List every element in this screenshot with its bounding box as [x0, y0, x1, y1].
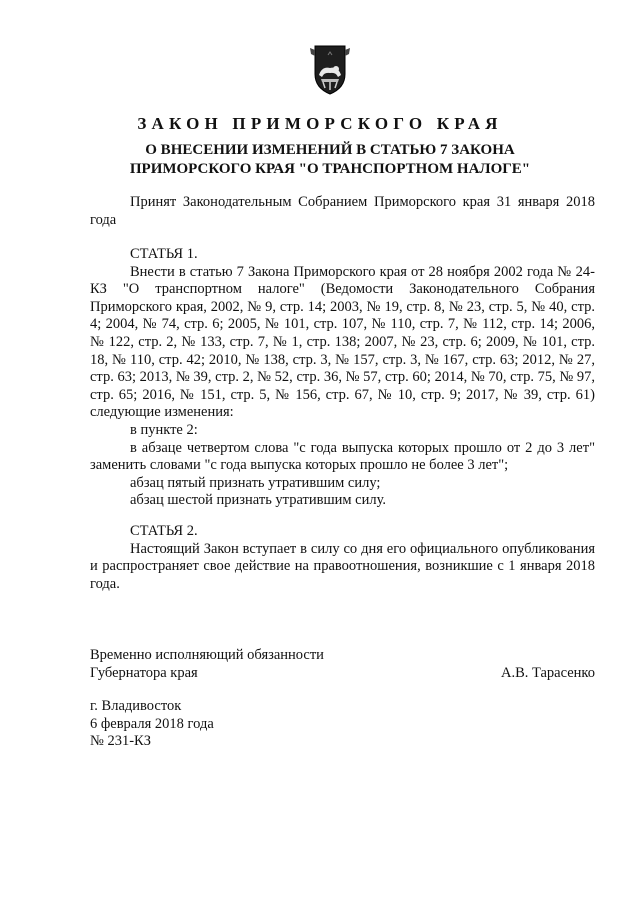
signature-block [90, 647, 595, 682]
article-1-change: в абзаце четвертом слова "с года выпуска которых прошло от 2 до 3 лет" заменить словами "с года выпуска которых прошло не более 3 лет"; [90, 439, 595, 474]
subtitle-line: ПРИМОРСКОГО КРАЯ "О ТРАНСПОРТНОМ НАЛОГЕ" [129, 161, 531, 177]
subtitle-line: О ВНЕСЕНИИ ИЗМЕНЕНИЙ В СТАТЬЮ 7 ЗАКОНА [145, 142, 515, 158]
article-2-text: Настоящий Закон вступает в силу со дня его официального опубликования и распространяет свое действие на правоотношения, возникшие с 1 января 2018 года. [90, 540, 595, 592]
article-2-heading: СТАТЬЯ 2. [130, 523, 198, 539]
article-2 [90, 523, 595, 593]
law-number: № 231-КЗ [90, 733, 151, 750]
article-1-change: абзац шестой признать утратившим силу. [130, 492, 387, 509]
city: г. Владивосток [90, 698, 182, 714]
signature-line [90, 665, 595, 683]
signatory-name: А.В. Тарасенко [500, 664, 595, 681]
article-1-heading: СТАТЬЯ 1. [130, 246, 198, 262]
article-1-change: абзац пятый признать утратившим силу; [130, 474, 381, 491]
law-title: ЗАКОН ПРИМОРСКОГО КРАЯ [137, 114, 503, 133]
article-1-intro: Внести в статью 7 Закона Приморского края от 28 ноября 2002 года № 24-КЗ "О транспортном налоге" (Ведомости Законодательного Собрания Приморского края, 2002, № 9, стр. 14; 2003, № 19, стр. 8, № 23, стр. 5, № 40, стр. 4; 2004, № 74, стр. 6; 2005, № 101, стр. 107, № 110, стр. 7, № 112, стр. 14; 2006, № 122, стр. 2, № 133, стр. 7, № 1, стр. 138; 2007, № 23, стр. 6; 2009, № 101, стр. 18, № 110, стр. 42; 2010, № 138, стр. 3, № 157, стр. 3, № 167, стр. 63; 2012, № 27, стр. 63; 2013, № 39, стр. 2, № 52, стр. 36, № 57, стр. 60; 2014, № 70, стр. 75, № 97, стр. 65; 2016, № 151, стр. 5, № 156, стр. 67, № 10, стр. 9; 2017, № 39, стр. 61) следующие изменения: [90, 263, 595, 421]
article-1-point: в пункте 2: [130, 421, 198, 438]
date: 6 февраля 2018 года [90, 715, 214, 732]
adoption-text: Принят Законодательным Собранием Приморского края 31 января 2018 года [90, 194, 595, 228]
primorsky-krai-coat-of-arms-icon [308, 44, 352, 96]
place-date-number [90, 698, 214, 751]
signatory-position: Губернатора края [90, 664, 198, 681]
adoption-note [90, 194, 595, 229]
signatory-position: Временно исполняющий обязанности [90, 647, 324, 663]
article-1 [90, 246, 595, 510]
law-subtitle [120, 141, 540, 179]
